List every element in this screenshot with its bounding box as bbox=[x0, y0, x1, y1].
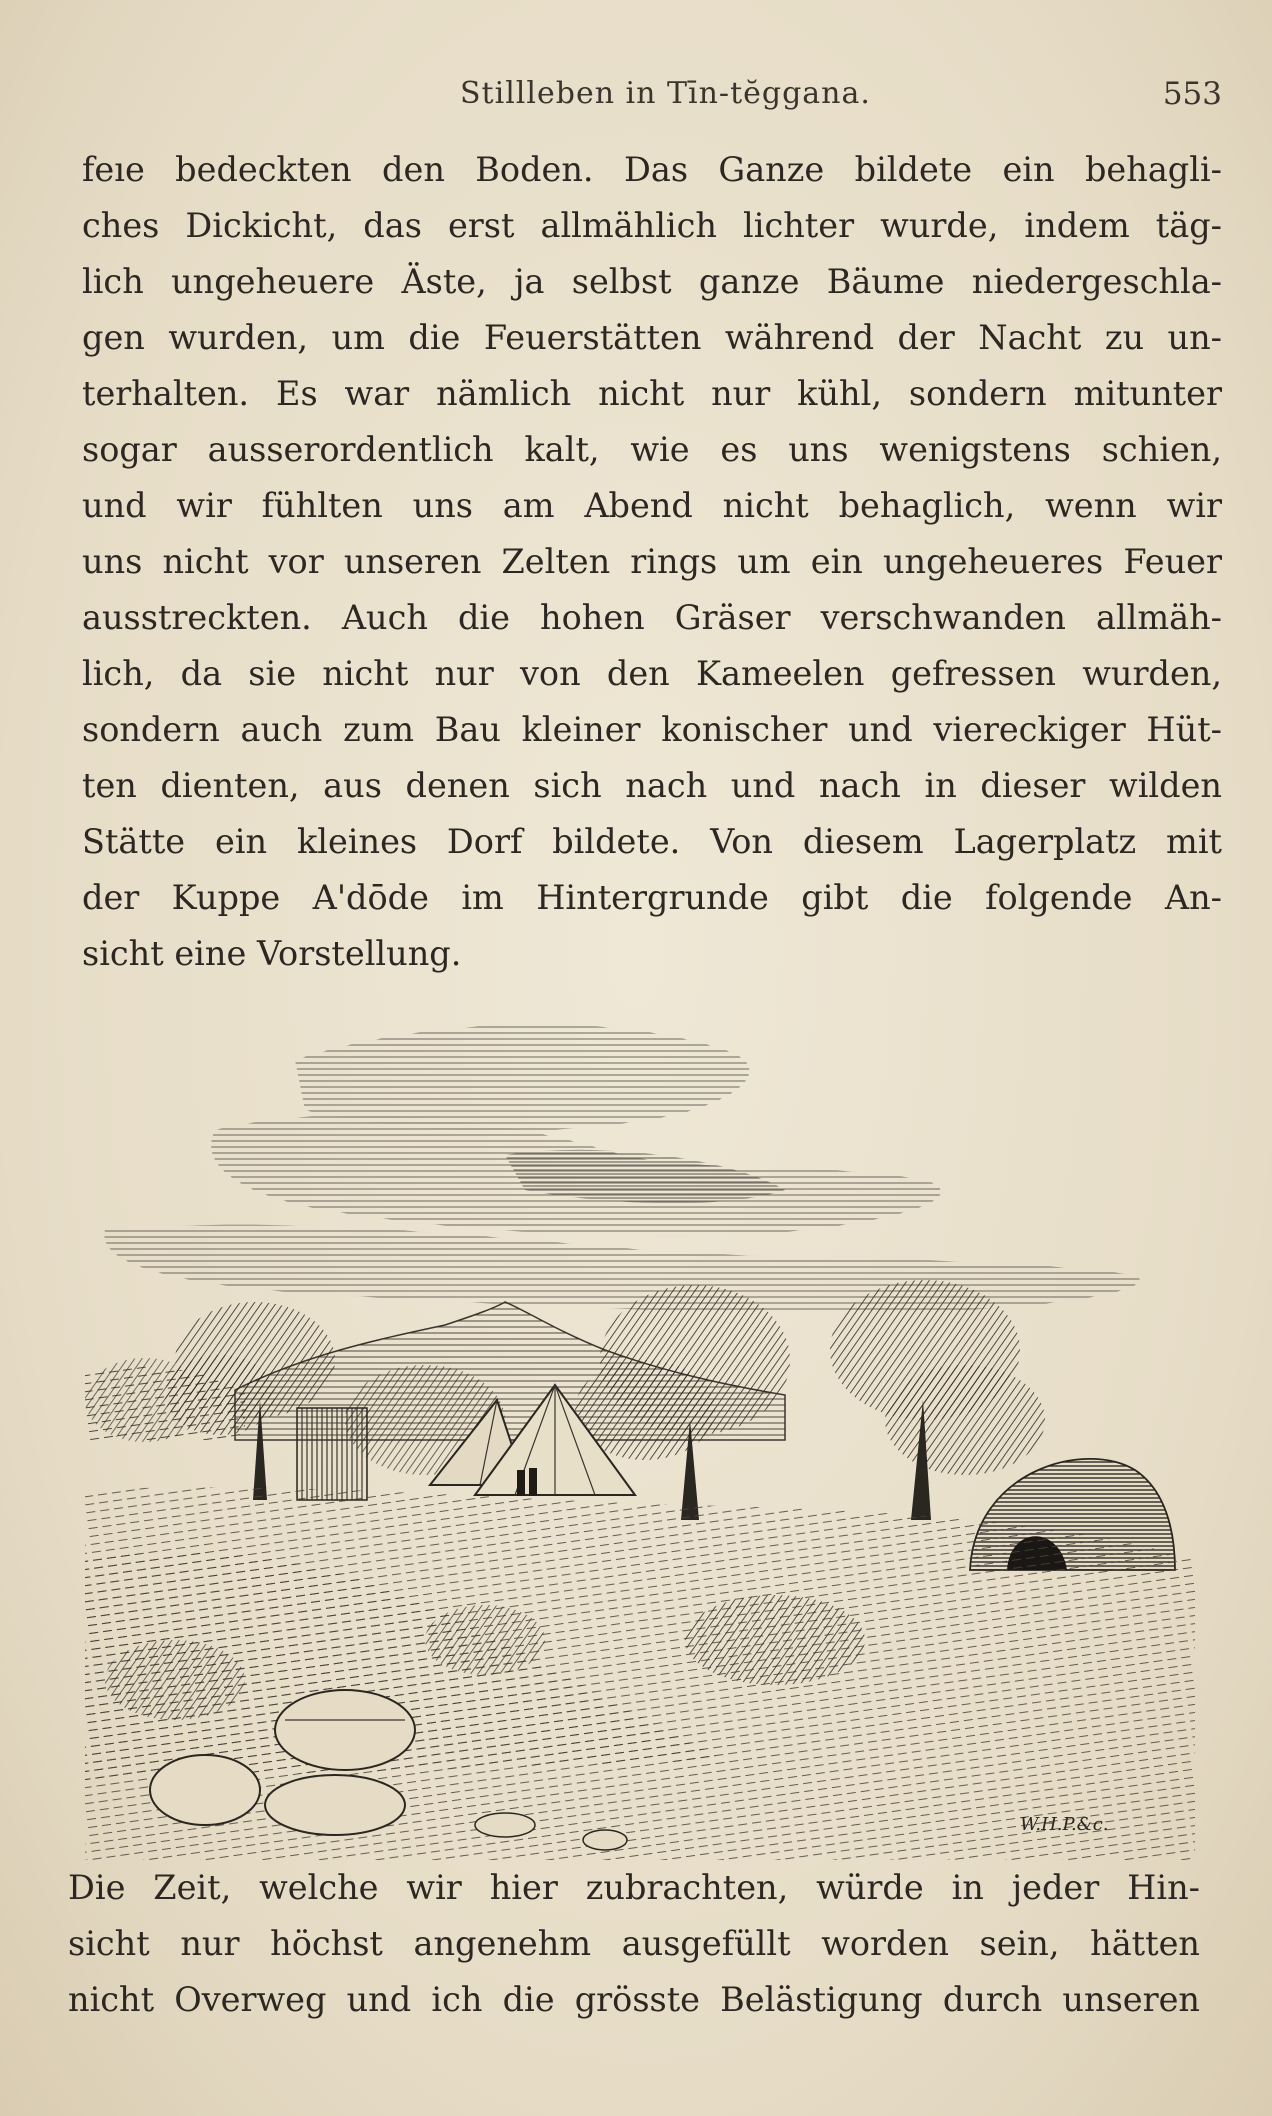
text-line: ten dienten, aus denen sich nach und nach in dieser wilden bbox=[82, 766, 1222, 805]
text-line: terhalten. Es war nämlich nicht nur kühl, sondern mitunter bbox=[82, 374, 1222, 413]
page-number: 553 bbox=[1162, 76, 1222, 112]
text-line: Stätte ein kleines Dorf bildete. Von diesem Lagerplatz mit bbox=[82, 822, 1222, 861]
running-head bbox=[0, 72, 1272, 116]
text-line: sondern auch zum Bau kleiner konischer und viereckiger Hüt- bbox=[82, 710, 1222, 749]
running-title: Stillleben in Tīn-tĕggana. bbox=[460, 76, 871, 111]
text-line: ches Dickicht, das erst allmählich lichter wurde, indem täg- bbox=[82, 206, 1222, 245]
text-line: lich ungeheuere Äste, ja selbst ganze Bäume niedergeschla- bbox=[82, 262, 1222, 301]
engraving-camp-scene bbox=[85, 1000, 1195, 1860]
text-line: und wir fühlten uns am Abend nicht behaglich, wenn wir bbox=[82, 486, 1222, 525]
text-line: ausstreckten. Auch die hohen Gräser verschwanden allmäh- bbox=[82, 598, 1222, 637]
text-line: sicht nur höchst angenehm ausgefüllt worden sein, hätten bbox=[68, 1924, 1200, 1963]
text-line: der Kuppe A'dōde im Hintergrunde gibt die folgende An- bbox=[82, 878, 1222, 917]
text-line: feıe bedeckten den Boden. Das Ganze bildete ein behagli- bbox=[82, 150, 1222, 189]
text-line: uns nicht vor unseren Zelten rings um ein ungeheueres Feuer bbox=[82, 542, 1222, 581]
text-line: sogar ausserordentlich kalt, wie es uns wenigstens schien, bbox=[82, 430, 1222, 469]
text-line: Die Zeit, welche wir hier zubrachten, würde in jeder Hin- bbox=[68, 1868, 1200, 1907]
paragraph-top bbox=[82, 142, 1222, 982]
sky-clouds bbox=[104, 1025, 1139, 1313]
text-line: sicht eine Vorstellung. bbox=[82, 934, 462, 973]
engraver-signature: W.H.P.&c. bbox=[1020, 1814, 1109, 1835]
text-line: nicht Overweg und ich die grösste Belästigung durch unseren bbox=[68, 1980, 1200, 2019]
text-line: gen wurden, um die Feuerstätten während der Nacht zu un- bbox=[82, 318, 1222, 357]
text-line: lich, da sie nicht nur von den Kameelen gefressen wurden, bbox=[82, 654, 1222, 693]
hut-square bbox=[297, 1408, 367, 1500]
foreground-ground bbox=[85, 1487, 1195, 1860]
paragraph-bottom bbox=[68, 1860, 1200, 2028]
